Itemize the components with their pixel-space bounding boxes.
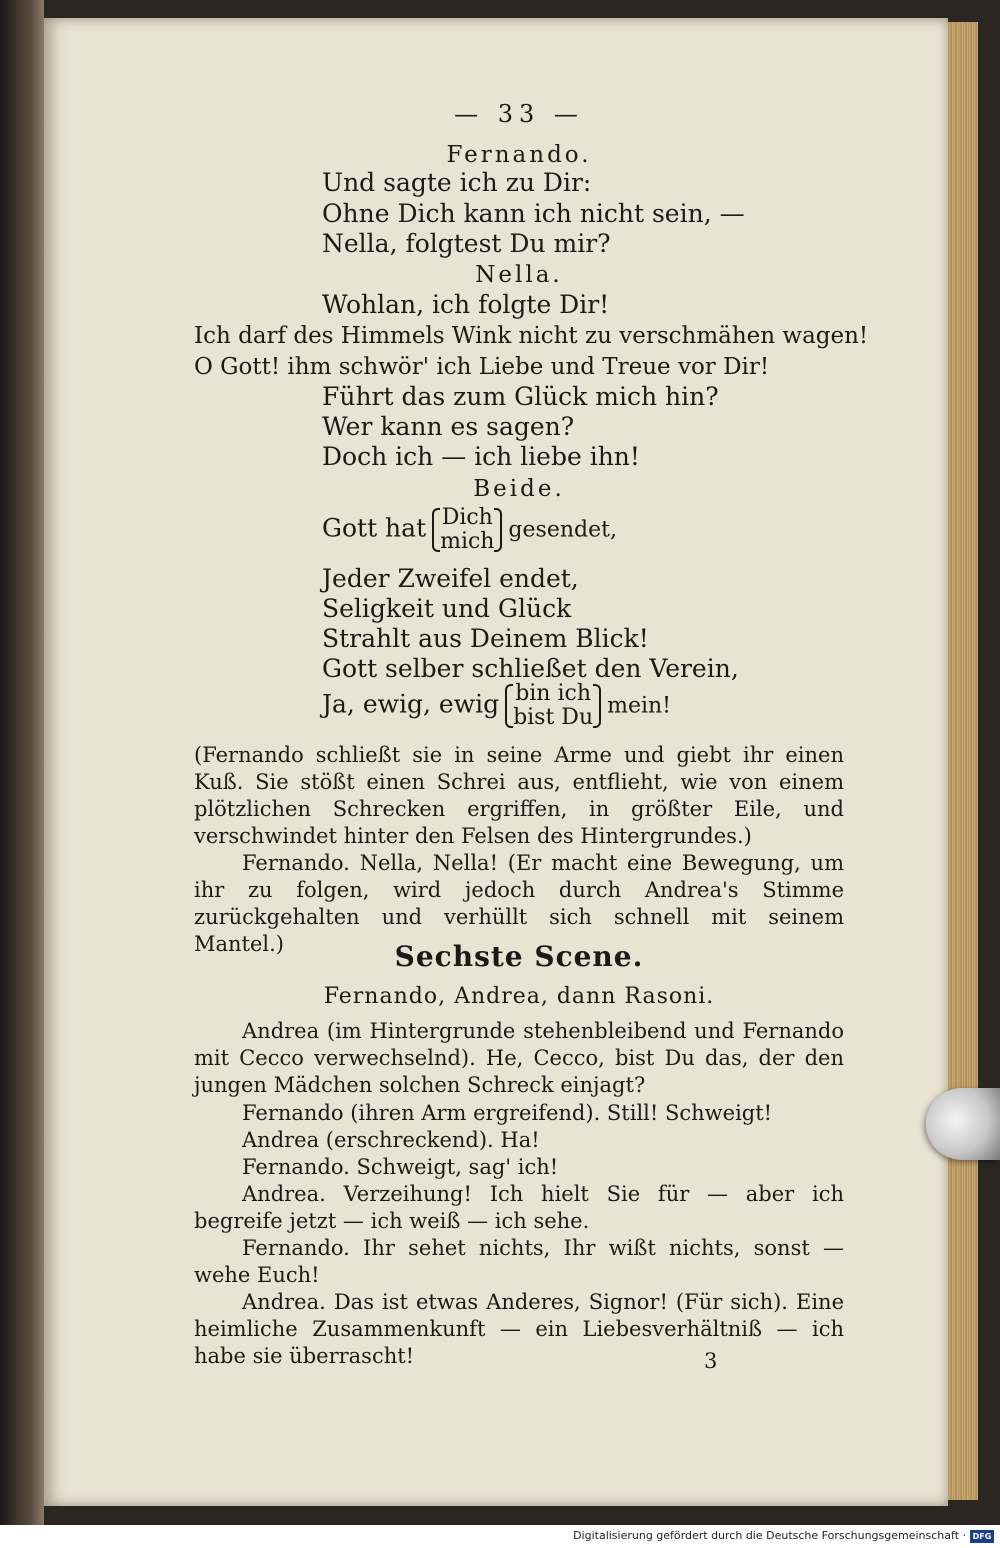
bookmark-tab (926, 1088, 1000, 1160)
speaker-beide: Beide. (473, 476, 565, 502)
verse-line: Ich darf des Himmels Wink nicht zu verschmähen wagen! (194, 323, 869, 349)
brace-option-bottom: bist Du (513, 705, 594, 730)
verse-line: Ohne Dich kann ich nicht sein, — (322, 199, 745, 228)
dialogue-paragraph: Andrea (erschreckend). Ha! (242, 1128, 540, 1152)
verse-line: Nella, folgtest Du mir? (322, 229, 611, 258)
scene-cast: Fernando, Andrea, dann Rasoni. (323, 984, 715, 1009)
brace-choice (507, 682, 599, 730)
verse-line: Seligkeit und Glück (322, 594, 572, 623)
stage-direction: (Fernando schließt sie in seine Arme und giebt ihr einen Kuß. Sie stößt einen Schrei aus, entflieht, wie von einem plötzlichen Schrecken ergriffen, in größter Eile, und verschwindet hinter den Felsen des Hintergrundes.) (194, 743, 844, 848)
dialogue-paragraph: Fernando. Schweigt, sag' ich! (242, 1155, 559, 1179)
page-text (194, 18, 869, 1506)
dialogue-paragraph: Fernando. Ihr sehet nichts, Ihr wißt nichts, sonst — wehe Euch! (194, 1236, 844, 1287)
brace-choice (434, 506, 500, 554)
verse-line: O Gott! ihm schwör' ich Liebe und Treue vor Dir! (194, 354, 770, 380)
speaker-fernando: Fernando. (446, 142, 592, 168)
signature-mark: 3 (704, 1349, 718, 1373)
page (44, 18, 948, 1506)
verse-line: Führt das zum Glück mich hin? (322, 382, 719, 411)
dialogue-paragraph: Andrea. Verzeihung! Ich hielt Sie für — aber ich begreife jetzt — ich weiß — ich sehe. (194, 1182, 844, 1233)
dialogue-paragraph: Fernando (ihren Arm ergreifend). Still! Schweigt! (242, 1101, 773, 1125)
brace-line (322, 506, 617, 554)
verse-line: Strahlt aus Deinem Blick! (322, 624, 649, 653)
brace-option-top: bin ich (515, 681, 591, 706)
brace-prefix: Gott hat (322, 513, 427, 543)
verse-line: Jeder Zweifel endet, (322, 564, 579, 593)
brace-option-bottom: mich (440, 529, 495, 554)
brace-suffix: mein! (607, 693, 672, 719)
dfg-logo: DFG (970, 1530, 994, 1543)
scene-heading: Sechste Scene. (394, 940, 644, 973)
dialogue-paragraph: Andrea. Das ist etwas Anderes, Signor! (Für sich). Eine heimliche Zusammenkunft — ein Liebesverhältniß — ich habe sie überrascht! (194, 1290, 844, 1368)
brace-line (322, 682, 671, 730)
verse-line: Wohlan, ich folgte Dir! (322, 290, 610, 319)
footer-credit: Digitalisierung gefördert durch die Deutsche Forschungsgemeinschaft · (573, 1529, 966, 1542)
brace-prefix: Ja, ewig, ewig (322, 689, 500, 719)
page-number: — 33 — (454, 100, 584, 128)
brace-suffix: gesendet, (508, 517, 617, 543)
verse-line: Doch ich — ich liebe ihn! (322, 442, 640, 471)
dialogue-paragraph: Fernando. Nella, Nella! (Er macht eine Bewegung, um ihr zu folgen, wird jedoch durch Andrea's Stimme zurückgehalten und verhüllt sich schnell mit seinem Mantel.) (194, 851, 844, 956)
page-edges (948, 22, 978, 1500)
verse-line: Und sagte ich zu Dir: (322, 168, 592, 197)
brace-option-top: Dich (441, 505, 493, 530)
verse-line: Gott selber schließet den Verein, (322, 654, 739, 683)
footer-bar (0, 1525, 1000, 1548)
verse-line: Wer kann es sagen? (322, 412, 575, 441)
speaker-nella: Nella. (475, 262, 563, 288)
dialogue-paragraph: Andrea (im Hintergrunde stehenbleibend und Fernando mit Cecco verwechselnd). He, Cecco, bist Du das, der den jungen Mädchen solchen Schreck einjagt? (194, 1019, 844, 1097)
book-gutter (0, 0, 44, 1525)
